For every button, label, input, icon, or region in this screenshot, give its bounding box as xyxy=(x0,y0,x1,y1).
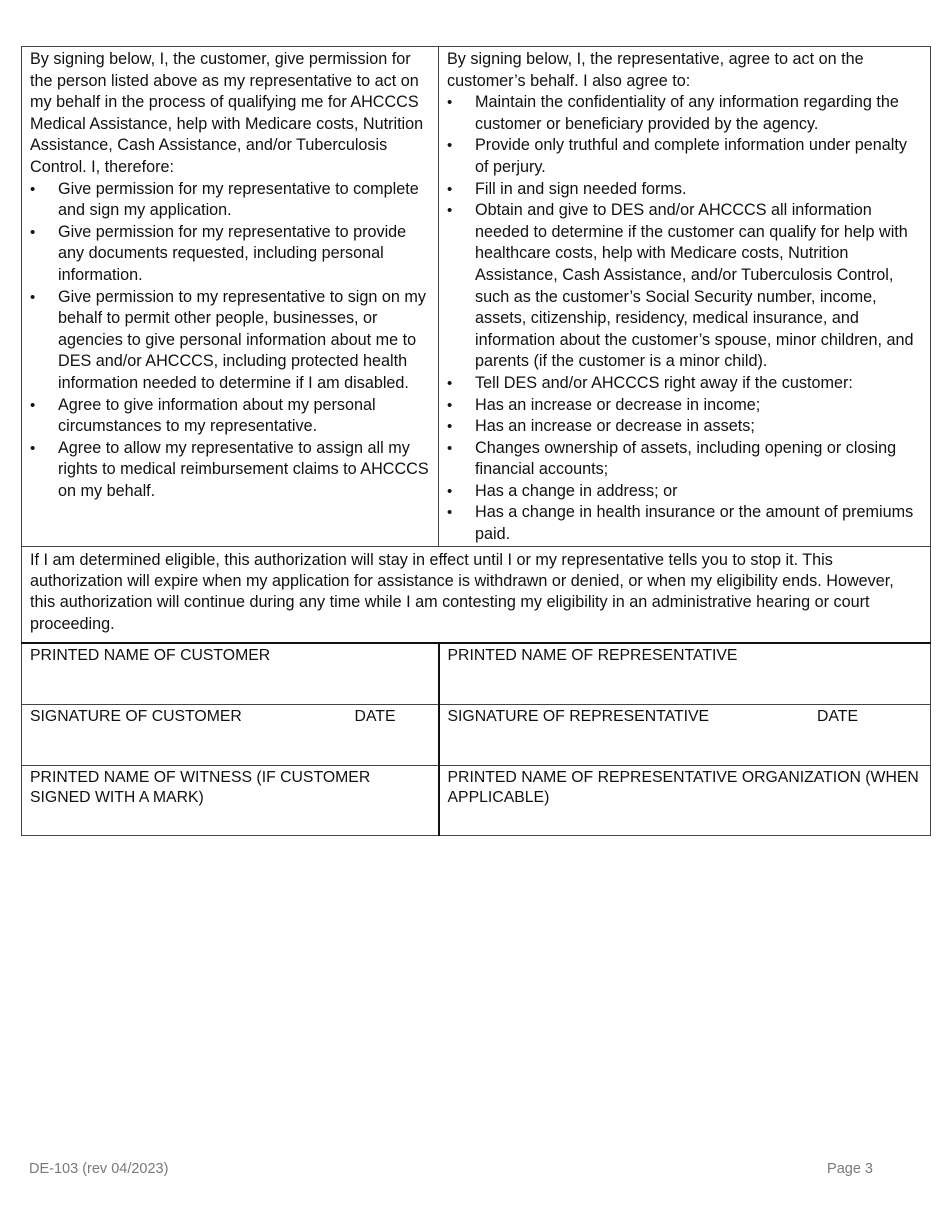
printed-name-rep-org-label: PRINTED NAME OF REPRESENTATIVE ORGANIZATION (WHEN APPLICABLE) xyxy=(447,769,919,806)
list-item: • Provide only truthful and complete information under penalty of perjury. xyxy=(447,135,922,178)
list-item: • Give permission for my representative to provide any documents requested, including personal information. xyxy=(30,222,430,287)
printed-name-rep-org-field[interactable] xyxy=(439,766,931,836)
list-item: • Give permission to my representative to sign on my behalf to permit other people, businesses, or agencies to give personal information about me to DES and/or AHCCCS, including protected health information needed to determine if I am disabled. xyxy=(30,287,430,395)
list-item: • Obtain and give to DES and/or AHCCCS all information needed to determine if the customer can qualify for help with healthcare costs, help with Medicare costs, Nutrition Assistance, Cash Assistance, and/or Tuberculosis Control, such as the customer’s Social Security number, income, assets, citizenship, residency, medical insurance, and information about the customer’s spouse, minor children, and parents (if the customer is a minor child). xyxy=(447,200,922,373)
list-item: • Agree to give information about my personal circumstances to my representative. xyxy=(30,395,430,438)
printed-name-customer-field[interactable] xyxy=(22,643,439,705)
authorization-row xyxy=(22,546,931,643)
customer-permissions-list xyxy=(30,179,430,503)
signature-representative-field[interactable] xyxy=(439,705,931,766)
printed-name-witness-field[interactable] xyxy=(22,766,439,836)
date-customer-label: DATE xyxy=(354,708,396,726)
authorization-statement: If I am determined eligible, this authorization will stay in effect until I or my representative tells you to stop it. This authorization will expire when my application for assistance is withdrawn or denied, or when my eligibility ends. However, this authorization will continue during any time while I am contesting my eligibility in an administrative hearing or court proceeding. xyxy=(22,546,931,643)
printed-name-witness-label: PRINTED NAME OF WITNESS (IF CUSTOMER SIGNED WITH A MARK) xyxy=(30,769,371,806)
list-item: • Has a change in health insurance or the amount of premiums paid. xyxy=(447,502,922,545)
printed-name-row xyxy=(22,643,931,705)
list-item: • Has an increase or decrease in income; xyxy=(447,395,922,417)
printed-name-customer-label: PRINTED NAME OF CUSTOMER xyxy=(30,647,271,665)
printed-name-representative-field[interactable] xyxy=(439,643,931,705)
representative-agreement-cell xyxy=(439,47,931,547)
list-item: • Give permission for my representative to complete and sign my application. xyxy=(30,179,430,222)
list-item: • Has an increase or decrease in assets; xyxy=(447,416,922,438)
signature-representative-label: SIGNATURE OF REPRESENTATIVE xyxy=(447,708,710,726)
signature-row xyxy=(22,705,931,766)
witness-row xyxy=(22,766,931,836)
signature-customer-field[interactable] xyxy=(22,705,439,766)
form-number: DE-103 (rev 04/2023) xyxy=(29,1161,169,1177)
customer-intro: By signing below, I, the customer, give permission for the person listed above as my representative to act on my behalf in the process of qualifying me for AHCCCS Medical Assistance, help with Medicare costs, Nutrition Assistance, Cash Assistance, and/or Tuberculosis Control. I, therefore: xyxy=(30,50,424,176)
list-item: • Changes ownership of assets, including opening or closing financial accounts; xyxy=(447,438,922,481)
representative-duties-list xyxy=(447,92,922,545)
agreement-row xyxy=(22,47,931,547)
list-item: • Tell DES and/or AHCCCS right away if the customer: xyxy=(447,373,922,395)
customer-agreement-cell xyxy=(22,47,439,547)
authorization-form-table xyxy=(21,46,931,836)
representative-intro: By signing below, I, the representative, agree to act on the customer’s behalf. I also agree to: xyxy=(447,50,864,90)
page-number: Page 3 xyxy=(827,1161,873,1177)
date-representative-label: DATE xyxy=(817,708,858,726)
printed-name-representative-label: PRINTED NAME OF REPRESENTATIVE xyxy=(447,647,738,665)
list-item: • Has a change in address; or xyxy=(447,481,922,503)
list-item: • Maintain the confidentiality of any information regarding the customer or beneficiary provided by the agency. xyxy=(447,92,922,135)
list-item: • Agree to allow my representative to assign all my rights to medical reimbursement claims to AHCCCS on my behalf. xyxy=(30,438,430,503)
list-item: • Fill in and sign needed forms. xyxy=(447,179,922,201)
signature-customer-label: SIGNATURE OF CUSTOMER xyxy=(30,708,242,726)
